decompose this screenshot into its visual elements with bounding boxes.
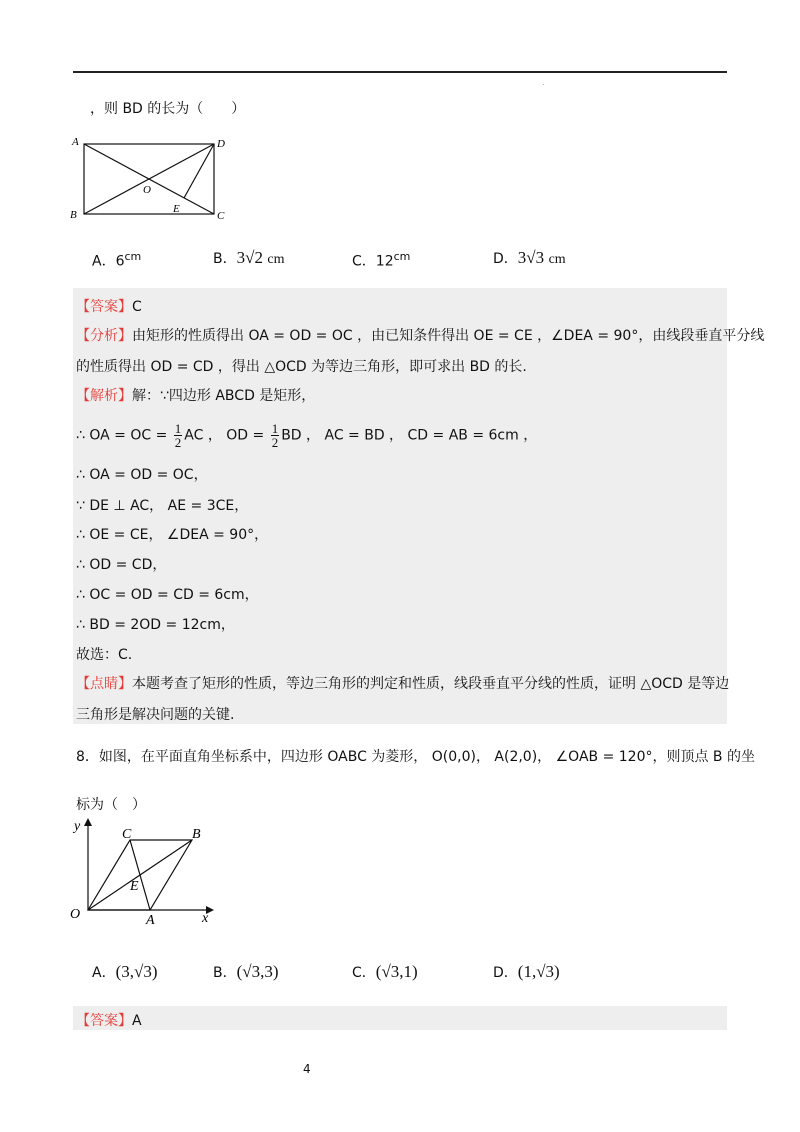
fraction-half-2: $\frac{1}{2}$: [271, 421, 279, 450]
q7-step-2: ∴ OA = OD = OC，: [76, 467, 208, 483]
label-d: D: [217, 138, 225, 150]
q7-option-d[interactable]: D．3√3 cm: [493, 248, 566, 267]
q7-option-c[interactable]: C．$12^{cm}$: [352, 250, 411, 270]
label-o: O: [70, 907, 81, 922]
q7-step-1: ∴ OA = OC = $\frac{1}{2}$ AC ， OD = $\frac{1}{2}$ BD ， AC = BD ， CD = AB = 6cm ，: [76, 421, 538, 450]
header-dot: .: [542, 78, 545, 87]
q7-step-5: ∴ OD = CD，: [76, 557, 167, 573]
q8-stem-line1: 8．如图，在平面直角坐标系中，四边形 OABC 为菱形， O(0,0)， A(2,0)， ∠OAB = 120°，则顶点 B 的坐: [76, 749, 755, 765]
label-c: C: [217, 210, 225, 222]
label-y: y: [74, 819, 81, 834]
q7-step-6: ∴ OC = OD = CD = 6cm，: [76, 587, 259, 603]
label-a: A: [146, 913, 155, 928]
q8-rhombus-figure: [66, 818, 226, 928]
label-e: E: [173, 203, 180, 215]
q7-step-7: ∴ BD = 2OD = 12cm，: [76, 617, 235, 633]
q8-stem-line2: 标为（ ）: [76, 797, 146, 813]
q8-option-d[interactable]: D．(1,√3): [493, 962, 560, 981]
q8-option-a[interactable]: A．(3,√3): [92, 962, 158, 981]
fraction-half: $\frac{1}{2}$: [174, 421, 182, 450]
q7-rectangle-figure: [66, 132, 236, 227]
q7-analysis-line1: 【分析】由矩形的性质得出 OA = OD = OC ，由已知条件得出 OE = CE ，∠DEA = 90°，由线段垂直平分线: [76, 328, 765, 344]
q7-comment-line2: 三角形是解决问题的关键.: [76, 707, 235, 723]
q7-conclusion: 故选：C.: [76, 647, 133, 663]
diagonal-ac: [130, 840, 150, 910]
header-rule: [73, 71, 727, 73]
label-a: A: [72, 136, 79, 148]
q7-answer: 【答案】C: [76, 299, 142, 315]
y-axis-arrow-icon: [84, 818, 92, 826]
label-e: E: [130, 879, 139, 894]
q7-step-3: ∵ DE ⊥ AC， AE = 3CE，: [76, 498, 249, 514]
label-c: C: [122, 827, 132, 842]
q7-solution-intro: 【解析】解：∵四边形 ABCD 是矩形，: [76, 388, 316, 404]
q7-option-a[interactable]: A．$6^{cm}$: [92, 250, 142, 270]
q7-step-4: ∴ OE = CE， ∠DEA = 90°，: [76, 527, 269, 543]
q8-option-c[interactable]: C．(√3,1): [352, 962, 418, 981]
q8-option-b[interactable]: B．(√3,3): [213, 962, 279, 981]
label-b: B: [70, 209, 77, 221]
label-b: B: [192, 827, 201, 842]
label-o: O: [143, 184, 151, 196]
page-number: 4: [303, 1062, 311, 1076]
q8-answer-panel: [73, 1006, 727, 1030]
q7-comment-line1: 【点睛】本题考查了矩形的性质，等边三角形的判定和性质，线段垂直平分线的性质，证明 △OCD 是等边: [76, 676, 730, 692]
q7-option-b[interactable]: B．3√2 cm: [213, 248, 285, 267]
q7-analysis-line2: 的性质得出 OD = CD ，得出 △OCD 为等边三角形，即可求出 BD 的长.: [76, 359, 527, 375]
q8-answer: 【答案】A: [76, 1013, 142, 1029]
q7-stem-tail: ，则 BD 的长为（ ）: [90, 101, 246, 117]
label-x: x: [202, 911, 209, 926]
